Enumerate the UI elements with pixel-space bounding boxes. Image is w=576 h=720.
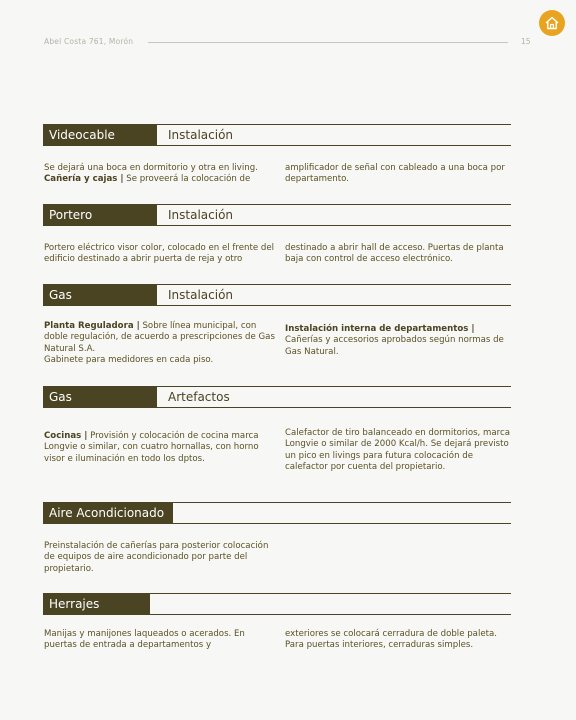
header-divider	[148, 42, 508, 43]
home-icon	[544, 15, 560, 31]
gas-instalacion-left-rest: Sobre línea municipal, con doble regulación, de acuerdo a prescripciones de Gas Natural S.A.	[44, 321, 275, 354]
videocable-left-text	[44, 163, 276, 186]
videocable-left-rest: Se proveerá la colocación de	[123, 174, 251, 185]
gas-instalacion-left-text	[44, 321, 276, 366]
section-title: Gas	[43, 386, 157, 408]
section-gas-instalacion	[43, 284, 511, 306]
section-header-bar	[43, 124, 511, 146]
header-address: Abel Costa 761, Morón	[44, 37, 134, 46]
section-subtitle: Instalación	[168, 288, 234, 302]
gas-instalacion-right-bold: Instalación interna de departamentos |	[285, 324, 475, 334]
home-button[interactable]	[539, 10, 565, 36]
videocable-right-text: amplificador de señal con cableado a una boca por departamento.	[285, 163, 505, 185]
section-header-bar	[43, 593, 511, 615]
gas-instalacion-right-rest: Cañerías y accesorios aprobados según normas de Gas Natural.	[285, 335, 504, 357]
section-herrajes	[43, 593, 511, 615]
gas-instalacion-left-extra: Gabinete para medidores en cada piso.	[44, 354, 214, 365]
section-title: Videocable	[43, 124, 157, 146]
gas-artefactos-left-bold: Cocinas |	[44, 431, 88, 441]
herrajes-right-text: exteriores se colocará cerradura de doble paleta. Para puertas interiores, cerraduras simples.	[285, 629, 497, 651]
section-title: Gas	[43, 284, 157, 306]
portero-right-text: destinado a abrir hall de acceso. Puertas de planta baja con control de acceso electrónico.	[285, 243, 504, 265]
section-subtitle: Artefactos	[168, 390, 230, 404]
videocable-left-plain: Se dejará una boca en dormitorio y otra en living.	[44, 163, 258, 173]
section-title: Portero	[43, 204, 157, 226]
section-gas-artefactos	[43, 386, 511, 408]
section-subtitle: Instalación	[168, 208, 234, 222]
gas-instalacion-left-bold: Planta Reguladora |	[44, 321, 140, 331]
aire-left-text: Preinstalación de cañerías para posterior colocación de equipos de aire acondicionado por parte del propietario.	[44, 541, 269, 574]
section-videocable	[43, 124, 511, 146]
section-title: Aire Acondicionado	[43, 502, 173, 524]
gas-artefactos-right-text: Calefactor de tiro balanceado en dormitorios, marca Longvie o similar de 2000 Kcal/h. Se dejará previsto un pico en livings para futura colocación de calefactor por cuenta del propietario.	[285, 428, 510, 472]
section-header-bar	[43, 284, 511, 306]
herrajes-left-text: Manijas y manijones laqueados o acerados. En puertas de entrada a departamentos y	[44, 629, 245, 651]
section-header-bar	[43, 204, 511, 226]
page-number: 15	[521, 37, 531, 46]
section-subtitle: Instalación	[168, 128, 234, 142]
gas-artefactos-left-rest: Provisión y colocación de cocina marca Longvie o similar, con cuatro hornallas, con horno visor e iluminación en todo los dptos.	[44, 431, 259, 464]
gas-instalacion-right-text	[285, 324, 513, 358]
portero-left-text: Portero eléctrico visor color, colocado en el frente del edificio destinado a abrir puerta de reja y otro	[44, 243, 275, 265]
section-portero	[43, 204, 511, 226]
videocable-left-bold: Cañería y cajas |	[44, 174, 124, 185]
section-header-bar	[43, 502, 511, 524]
section-title: Herrajes	[43, 593, 150, 615]
section-aire	[43, 502, 511, 524]
gas-artefactos-left-text	[44, 431, 276, 465]
section-header-bar	[43, 386, 511, 408]
